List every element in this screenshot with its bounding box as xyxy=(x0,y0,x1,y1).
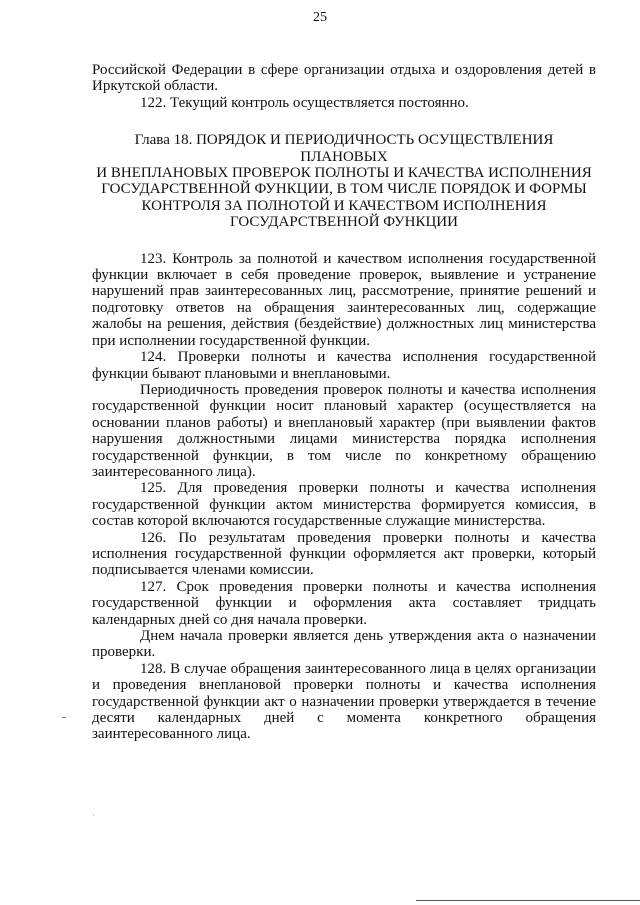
heading-line-5: КОНТРОЛЯ ЗА ПОЛНОТОЙ И КАЧЕСТВОМ ИСПОЛНЕНИЯ xyxy=(141,197,547,214)
paragraph-127: 127. Срок проведения проверки полноты и качества исполнения государственной функции и оформления акта составляет тридцать календарных дней со дня начала проверки. xyxy=(92,578,596,628)
paragraph-periodicity: Периодичность проведения проверок полноты и качества исполнения государственной функции носит плановый характер (осуществляется на основании планов работы) и внеплановый характер (при выявлении фактов нарушения должностными лицами министерства порядка исполнения государственной функции, в том числе по конкретному обращению заинтересованного лица). xyxy=(92,381,596,480)
paragraph-128: 128. В случае обращения заинтересованного лица в целях организации и проведения внеплановой проверки полноты и качества исполнения государственной функции акт о назначении проверки утверждается в течение десяти календарных дней с момента конкретного обращения xyxy=(92,660,596,727)
paragraph-124: 124. Проверки полноты и качества исполнения государственной функции бывают плановыми и внеплановыми. xyxy=(92,349,596,382)
scan-speck xyxy=(93,815,94,816)
heading-line-4: ГОСУДАРСТВЕННОЙ ФУНКЦИИ, В ТОМ ЧИСЛЕ ПОРЯДОК И ФОРМЫ xyxy=(101,181,587,198)
paragraph-128-end: заинтересованного лица. xyxy=(92,726,251,743)
paragraph-start-day: Днем начала проверки является день утверждения акта о назначении проверки. xyxy=(92,628,596,661)
heading-line-1: Глава 18. ПОРЯДОК И ПЕРИОДИЧНОСТЬ ОСУЩЕСТВЛЕНИЯ xyxy=(134,132,554,149)
heading-line-2: ПЛАНОВЫХ xyxy=(300,148,388,165)
paragraph-122: 122. Текущий контроль осуществляется постоянно. xyxy=(140,94,469,111)
page-number: 25 xyxy=(313,10,327,25)
heading-line-3: И ВНЕПЛАНОВЫХ ПРОВЕРОК ПОЛНОТЫ И КАЧЕСТВА ИСПОЛНЕНИЯ xyxy=(96,165,592,182)
paragraph-126: 126. По результатам проведения проверки полноты и качества исполнения государственной функции оформляется акт проверки, который подписывается членами комиссии. xyxy=(92,529,596,579)
chapter-heading xyxy=(92,132,596,230)
paragraph-123: 123. Контроль за полнотой и качеством исполнения государственной функции включает в себя проведение проверок, выявление и устранение нарушений прав заинтересованных лиц, рассмотрение, принятие решений и подготовку ответов на обращения заинтересованных лиц, содержащие жалобы на решения, действия (бездействие) должностных лиц министерства при исполнении государственной функции. xyxy=(92,250,596,349)
paragraph-continuation: Российской Федерации в сфере организации отдыха и оздоровления детей в Иркутской области. xyxy=(92,62,596,95)
heading-line-6: ГОСУДАРСТВЕННОЙ ФУНКЦИИ xyxy=(230,214,458,231)
bottom-edge-rule xyxy=(416,900,640,901)
scan-margin-mark xyxy=(62,717,66,718)
paragraph-125: 125. Для проведения проверки полноты и качества исполнения государственной функции актом министерства формируется комиссия, в состав которой включаются государственные служащие министерства. xyxy=(92,480,596,530)
document-body xyxy=(92,62,596,743)
